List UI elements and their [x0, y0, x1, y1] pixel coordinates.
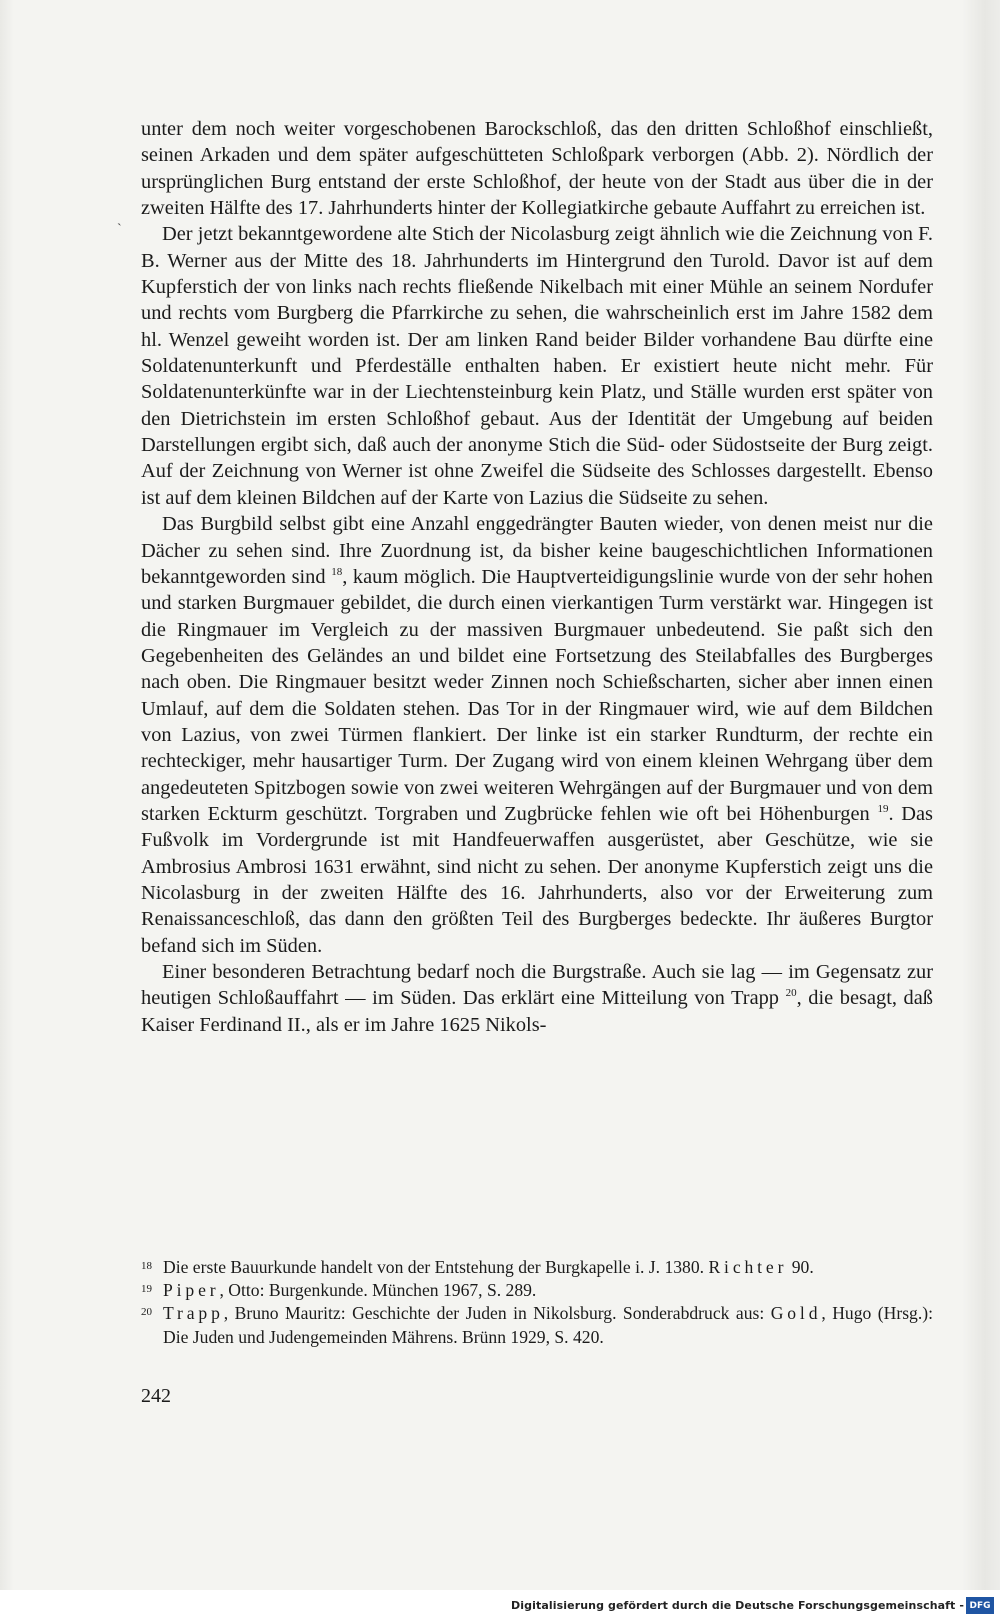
paragraph-text: Das Burgbild selbst gibt eine Anzahl enggedrängter Bauten wieder, von denen meist nur die Dächer zu sehen sind. Ihre Zuordnung ist, da bisher keine baugeschichtlichen Informationen bekanntgeworden sind [141, 513, 933, 588]
paragraph-text: . Das Fußvolk im Vordergrunde ist mit Handfeuerwaffen ausgerüstet, aber Geschütze, wie sie Ambrosius Ambrosi 1631 erwähnt, sind nicht zu sehen. Der anonyme Kupferstich zeigt uns die Nicolasburg in der zweiten Hälfte des 16. Jahrhunderts, also vor der Erweiterung zum Renaissanceschloß, das dann den größten Teil des Burgberges bedeckte. Ihr äußeres Burgtor befand sich im Süden. [141, 802, 933, 957]
footnote-number: 20 [141, 1306, 152, 1319]
footnote-body: Die erste Bauurkunde handelt von der Entstehung der Burgkapelle i. J. 1380. [163, 1257, 705, 1277]
footnote-text [163, 1302, 933, 1348]
body-text [141, 116, 933, 1038]
scan-shadow-left [0, 0, 14, 1590]
footnote [141, 1279, 933, 1302]
footnote-body: , Hugo (Hrsg.): Die Juden und Judengemeinden Mährens. Brünn 1929, S. 420. [163, 1303, 933, 1347]
footnote-ref: 18 [331, 566, 343, 579]
stray-mark: ` [117, 222, 122, 237]
paragraph [141, 511, 933, 959]
paragraph-text: , kaum möglich. Die Hauptverteidigungslinie wurde von der sehr hohen und starken Burgmauer gebildet, die durch einen vierkantigen Turm verstärkt war. Hingegen ist die Ringmauer im Vergleich zu der massiven Burgmauer unbedeutend. Sie paßt sich den Gegebenheiten des Geländes an und bildet eine Fortsetzung des Steilabfalles des Burgberges nach oben. Die Ringmauer besitzt weder Zinnen noch Schießscharten, sicher aber innen einen Umlauf, auf dem die Soldaten stehen. Das Tor in der Ringmauer wird, wie auf dem Bildchen von Lazius, von zwei Türmen flankiert. Der linke ist ein starker Rundturm, der rechte ein rechteckiger, mehr hausartiger Turm. Der Zugang wird von einem kleinen Wehrgang über dem angedeuteten Spitzbogen sowie von zwei weiteren Wehrgängen auf der Burgmauer und von dem starken Eckturm geschützt. Torgraben und Zugbrücke fehlen wie oft bei Höhenburgen [141, 565, 933, 825]
paragraph: unter dem noch weiter vorgeschobenen Barockschloß, das den dritten Schloßhof einschließt, seinen Arkaden und dem später aufgeschütteten Schloßpark verborgen (Abb. 2). Nördlich der ursprünglichen Burg entstand der erste Schloßhof, der heute von der Stadt aus über die in der zweiten Hälfte des 17. Jahrhunderts hinter der Kollegiatkirche gebaute Auffahrt zu erreichen ist. [141, 118, 933, 220]
footnote-ref: 19 [877, 803, 889, 816]
footnote-author: Richter [708, 1257, 788, 1277]
footnote-body: , Bruno Mauritz: Geschichte der Juden in Nikolsburg. Sonderabdruck aus: [223, 1303, 765, 1324]
digitization-credit: Digitalisierung gefördert durch die Deutsche Forschungsgemeinschaft - [511, 1599, 964, 1612]
footnote-ref: 20 [785, 987, 797, 1000]
footnote-author: Trapp [163, 1303, 224, 1324]
footnote-body: , Otto: Burgenkunde. München 1967, S. 289. [219, 1280, 537, 1301]
footnotes [141, 1256, 933, 1349]
footnote-text [163, 1279, 933, 1302]
footnote [141, 1256, 933, 1279]
paragraph-text: Einer besonderen Betrachtung bedarf noch die Burgstraße. Auch sie lag — im Gegensatz zur heutigen Schloßauffahrt — im Süden. Das erklärt eine Mitteilung von Trapp [141, 961, 933, 1010]
paragraph-text: , die besagt, daß Kaiser Ferdinand II., als er im Jahre 1625 Nikols- [141, 987, 934, 1036]
paragraph [141, 959, 933, 1038]
footnote-text [163, 1256, 933, 1279]
page-number: 242 [141, 1385, 171, 1407]
footnote-tail: 90. [791, 1257, 814, 1277]
footnote-number: 18 [141, 1260, 152, 1272]
footnote-author: Gold [770, 1303, 822, 1324]
scan-shadow-right [962, 0, 1000, 1590]
footnote-author: Piper [163, 1280, 220, 1301]
footnote-number: 19 [141, 1283, 152, 1296]
paragraph: Der jetzt bekanntgewordene alte Stich der Nicolasburg zeigt ähnlich wie die Zeichnung von F. B. Werner aus der Mitte des 18. Jahrhunderts im Hintergrund den Turold. Davor ist auf dem Kupferstich der von links nach rechts fließende Nikelbach mit einer Mühle an seinem Nordufer und rechts vom Burgberg die Pfarrkirche zu sehen, die wahrscheinlich erst im Jahre 1582 dem hl. Wenzel geweiht worden ist. Der am linken Rand beider Bilder vorhandene Bau dürfte eine Soldatenunterkunft und Pferdeställe enthalten haben. Er existiert heute nicht mehr. Für Soldatenunterkünfte war in der Liechtensteinburg kein Platz, und Ställe wurden erst später von den Dietrichstein im ersten Schloßhof gebaut. Aus der Identität der Umgebung auf beiden Darstellungen ergibt sich, daß auch der anonyme Stich die Süd- oder Südostseite der Burg zeigt. Auf der Zeichnung von Werner ist ohne Zweifel die Südseite des Schlosses dargestellt. Ebenso ist auf dem kleinen Bildchen auf der Karte von Lazius die Südseite zu sehen. [141, 223, 933, 509]
footnote [141, 1302, 933, 1348]
dfg-logo: DFG [966, 1597, 994, 1614]
